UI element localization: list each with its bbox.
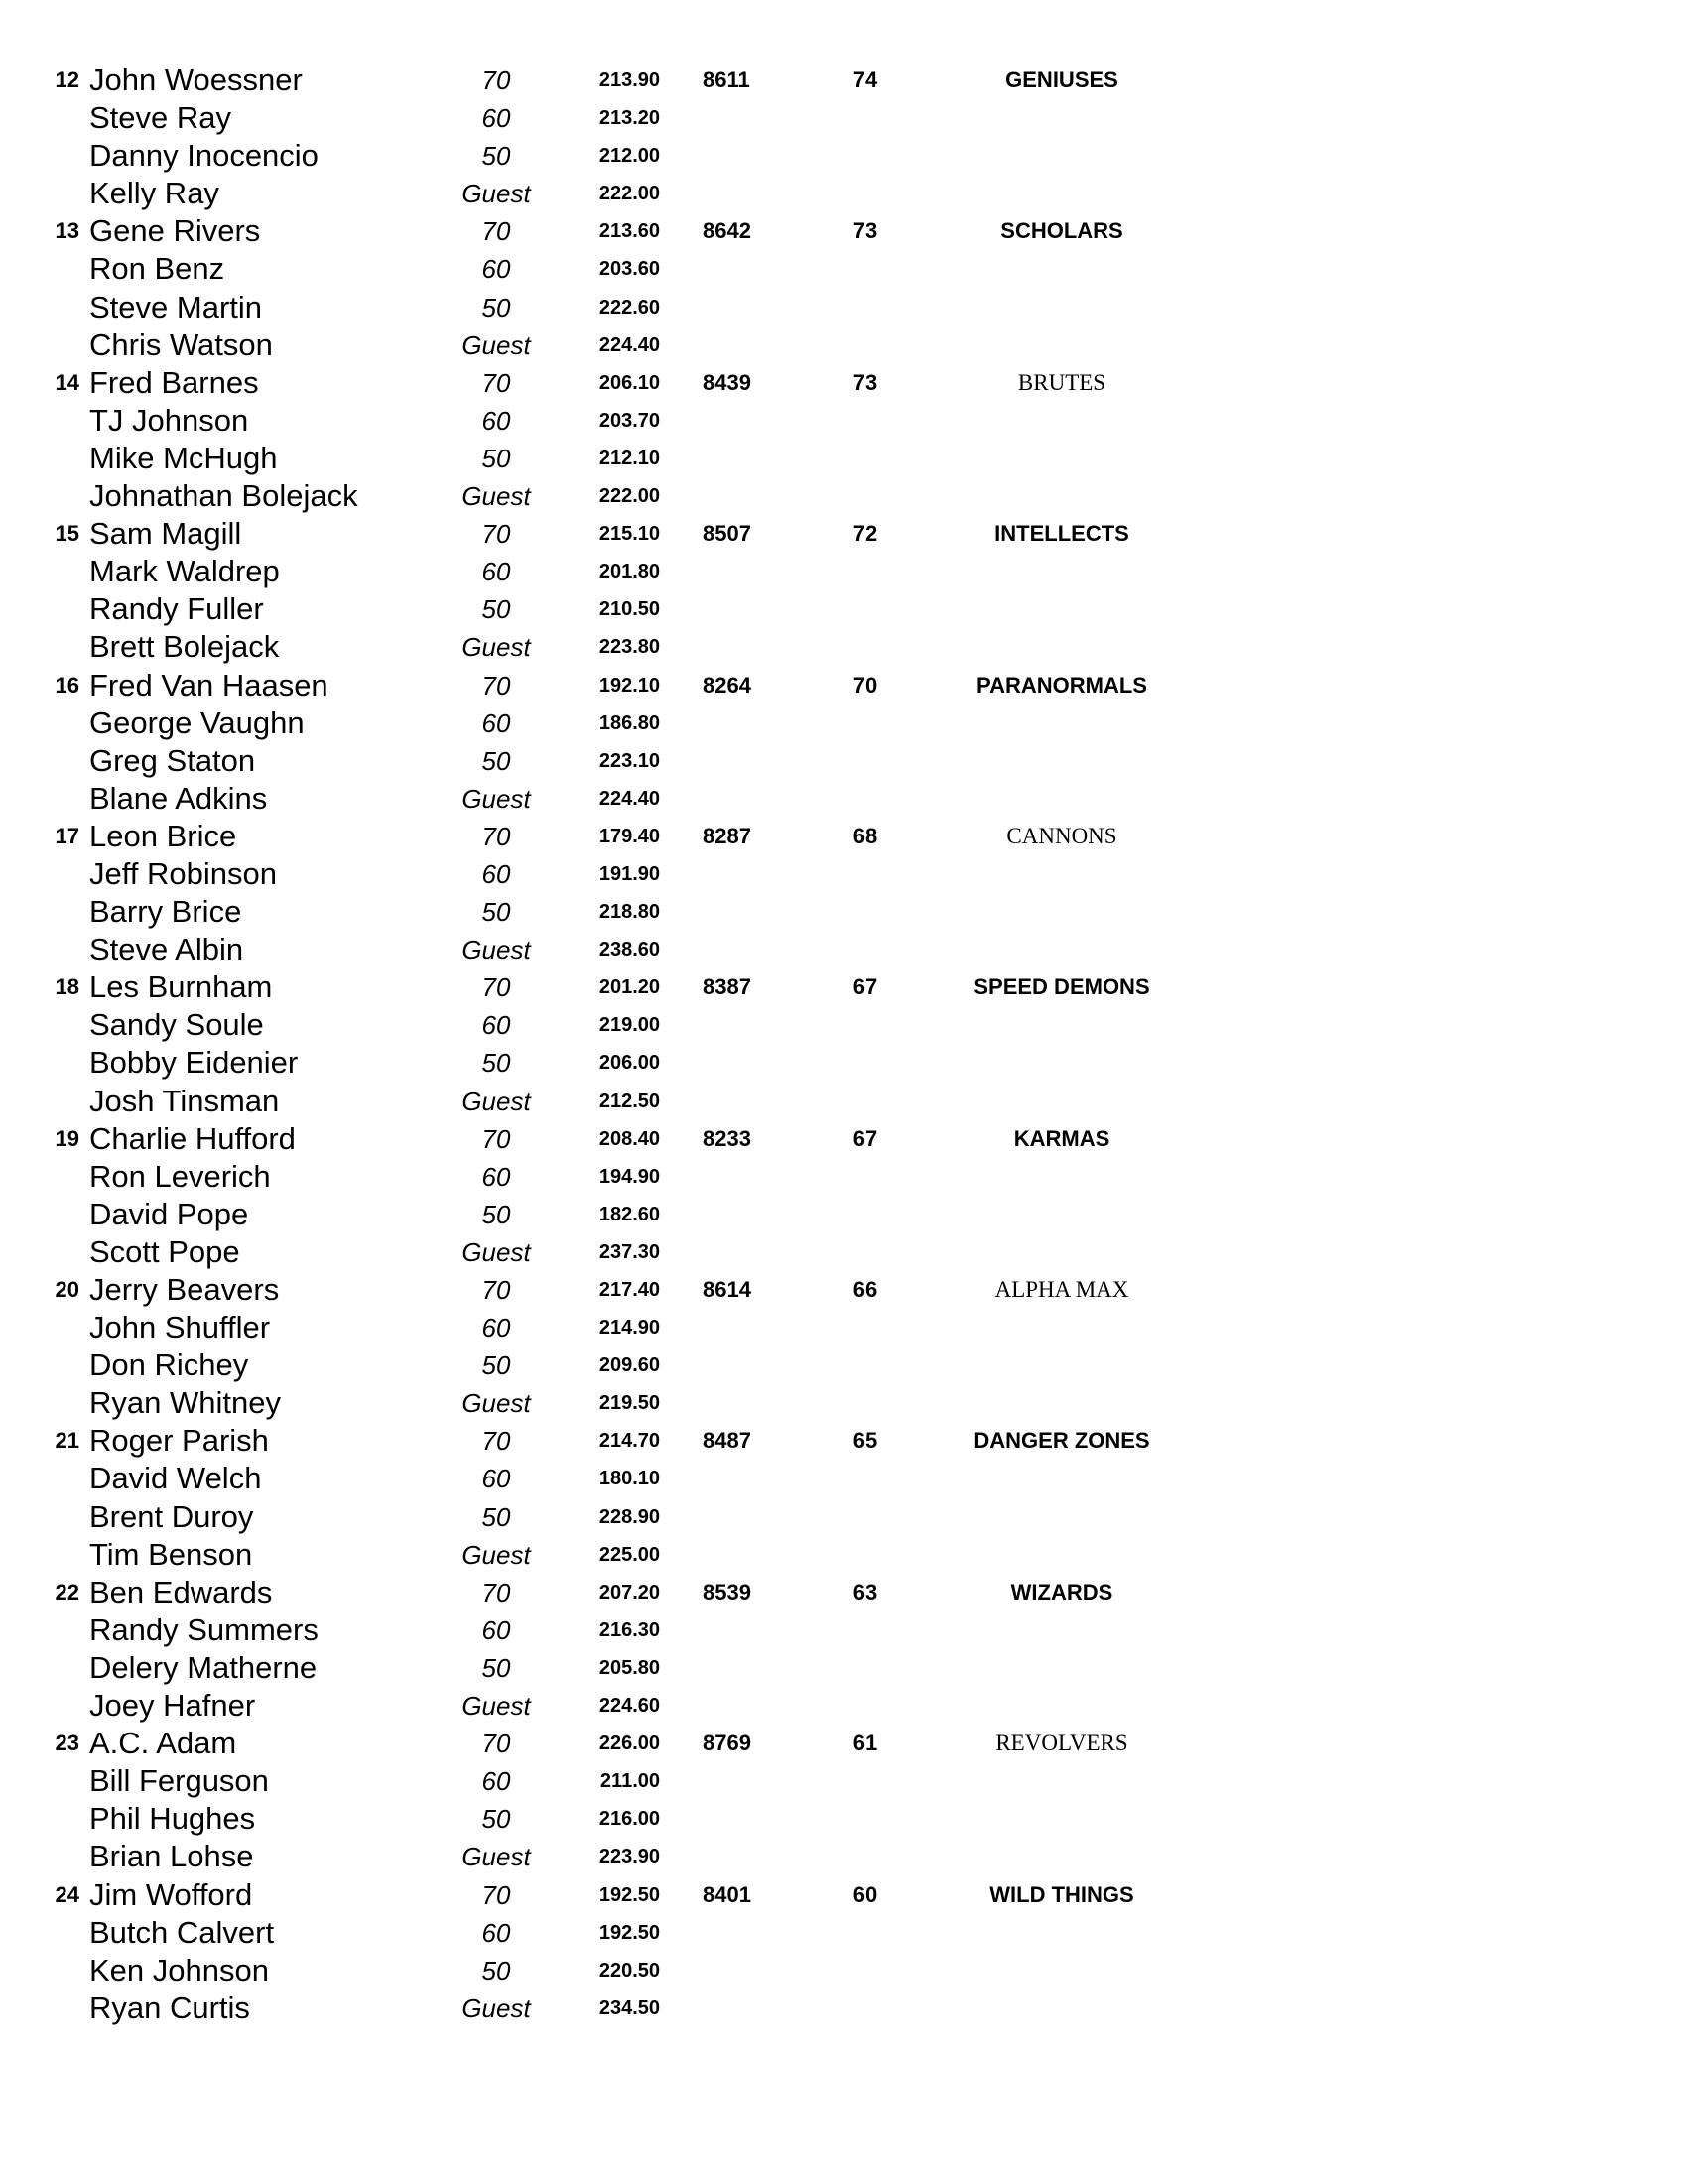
- bowler-row: [0, 62, 1688, 99]
- team-total: 8507: [703, 521, 751, 547]
- bowler-row: [0, 1158, 1688, 1196]
- bowler-score: 211.00: [599, 1770, 660, 1793]
- bowler-row: [0, 1384, 1688, 1422]
- bowler-score: 192.50: [598, 1883, 660, 1906]
- bowler-name: Don Richey: [89, 1348, 249, 1383]
- bowler-score: 203.70: [598, 409, 660, 432]
- bowler-name: Joey Hafner: [89, 1688, 256, 1724]
- team-rank: 21: [55, 1428, 79, 1454]
- age-division: Guest: [461, 1236, 531, 1267]
- bowler-score: 206.10: [598, 371, 660, 394]
- bowler-name: Steve Martin: [89, 289, 263, 324]
- bowler-row: [0, 250, 1688, 288]
- bowler-name: Gene Rivers: [89, 213, 261, 249]
- bowler-score: 226.00: [598, 1733, 660, 1755]
- bowler-score: 194.90: [598, 1165, 660, 1188]
- bowler-row: [0, 1233, 1688, 1271]
- team-total: 8769: [703, 1731, 751, 1756]
- bowler-name: Mark Waldrep: [89, 554, 280, 589]
- team-total: 8387: [703, 974, 751, 1000]
- team-total: 8233: [703, 1125, 751, 1151]
- standings-sheet: [0, 62, 1688, 2027]
- bowler-score: 213.20: [598, 107, 660, 130]
- bowler-score: 234.50: [598, 1996, 660, 2019]
- bowler-score: 219.00: [598, 1014, 660, 1037]
- age-division: 60: [481, 1464, 511, 1494]
- team-group: [0, 212, 1688, 363]
- bowler-row: [0, 553, 1688, 590]
- bowler-score: 228.90: [598, 1505, 660, 1528]
- team-points: 67: [852, 1125, 878, 1151]
- bowler-row: [0, 705, 1688, 742]
- bowler-name: Leon Brice: [89, 818, 237, 853]
- bowler-score: 216.30: [598, 1618, 660, 1641]
- team-points: 73: [852, 369, 878, 395]
- bowler-score: 182.60: [598, 1203, 660, 1225]
- team-name: BRUTES: [1017, 369, 1106, 395]
- bowler-score: 214.90: [598, 1317, 660, 1340]
- team-group: [0, 968, 1688, 1119]
- bowler-name: Brian Lohse: [89, 1839, 254, 1874]
- bowler-row: [0, 590, 1688, 628]
- team-group: [0, 1271, 1688, 1422]
- bowler-name: Johnathan Bolejack: [89, 478, 358, 514]
- bowler-score: 224.40: [598, 787, 660, 810]
- age-division: 50: [481, 443, 511, 473]
- team-points: 67: [852, 974, 878, 1000]
- team-rank: 24: [55, 1881, 79, 1907]
- age-division: Guest: [461, 1086, 531, 1116]
- team-name: CANNONS: [1006, 823, 1117, 848]
- bowler-score: 213.60: [598, 220, 660, 243]
- bowler-row: [0, 1838, 1688, 1875]
- team-group: [0, 364, 1688, 515]
- team-group: [0, 667, 1688, 818]
- team-name: REVOLVERS: [995, 1731, 1128, 1756]
- bowler-row: [0, 1687, 1688, 1725]
- team-points: 65: [852, 1428, 878, 1454]
- bowler-score: 201.80: [598, 561, 660, 583]
- bowler-name: Danny Inocencio: [89, 138, 319, 174]
- bowler-name: Scott Pope: [89, 1233, 240, 1269]
- team-name: GENIUSES: [1005, 67, 1118, 92]
- age-division: 60: [481, 1010, 511, 1041]
- bowler-score: 192.10: [598, 674, 660, 697]
- team-group: [0, 62, 1688, 212]
- age-division: 50: [481, 1955, 511, 1986]
- bowler-row: [0, 1611, 1688, 1649]
- bowler-name: Ryan Curtis: [89, 1990, 250, 2025]
- bowler-score: 222.00: [598, 183, 660, 205]
- team-rank: 19: [55, 1125, 79, 1151]
- bowler-score: 217.40: [598, 1279, 660, 1301]
- age-division: Guest: [461, 179, 531, 209]
- bowler-name: Greg Staton: [89, 742, 256, 778]
- bowler-score: 225.00: [598, 1543, 660, 1566]
- team-points: 70: [852, 672, 878, 698]
- team-total: 8642: [703, 218, 751, 244]
- age-division: Guest: [461, 1539, 531, 1570]
- bowler-score: 222.60: [598, 296, 660, 319]
- bowler-row: [0, 1498, 1688, 1536]
- bowler-score: 191.90: [598, 862, 660, 885]
- bowler-row: [0, 1120, 1688, 1158]
- bowler-name: Fred Barnes: [89, 364, 259, 400]
- team-total: 8614: [703, 1277, 751, 1302]
- team-name: PARANORMALS: [976, 672, 1147, 698]
- bowler-name: Mike McHugh: [89, 440, 278, 475]
- bowler-name: Charlie Hufford: [89, 1120, 296, 1156]
- age-division: 70: [481, 367, 511, 398]
- bowler-score: 215.10: [598, 523, 660, 546]
- age-division: Guest: [461, 1992, 531, 2023]
- bowler-score: 222.00: [598, 485, 660, 508]
- bowler-name: Steve Albin: [89, 932, 244, 967]
- bowler-name: Delery Matherne: [89, 1649, 318, 1685]
- bowler-name: George Vaughn: [89, 705, 305, 740]
- team-points: 68: [852, 823, 878, 848]
- bowler-name: Sam Magill: [89, 516, 242, 552]
- bowler-name: Bobby Eidenier: [89, 1045, 299, 1081]
- team-rank: 17: [55, 823, 79, 848]
- bowler-score: 237.30: [598, 1240, 660, 1263]
- bowler-row: [0, 1536, 1688, 1574]
- age-division: Guest: [461, 632, 531, 663]
- bowler-name: Ben Edwards: [89, 1574, 273, 1609]
- bowler-row: [0, 1083, 1688, 1120]
- team-total: 8287: [703, 823, 751, 848]
- age-division: 50: [481, 292, 511, 322]
- bowler-score: 192.50: [598, 1921, 660, 1944]
- bowler-row: [0, 855, 1688, 893]
- team-rank: 23: [55, 1731, 79, 1756]
- age-division: 50: [481, 1199, 511, 1229]
- team-group: [0, 515, 1688, 666]
- age-division: 50: [481, 594, 511, 625]
- bowler-score: 220.50: [598, 1959, 660, 1982]
- bowler-row: [0, 1422, 1688, 1460]
- bowler-row: [0, 1271, 1688, 1309]
- bowler-name: Ron Leverich: [89, 1158, 271, 1194]
- age-division: 60: [481, 1161, 511, 1192]
- bowler-row: [0, 1800, 1688, 1838]
- team-total: 8264: [703, 672, 751, 698]
- team-points: 66: [852, 1277, 878, 1302]
- bowler-score: 223.80: [598, 636, 660, 659]
- age-division: 70: [481, 1577, 511, 1607]
- team-group: [0, 1120, 1688, 1271]
- team-group: [0, 1574, 1688, 1725]
- bowler-score: 216.00: [598, 1808, 660, 1831]
- bowler-name: A.C. Adam: [89, 1726, 237, 1761]
- age-division: 60: [481, 1614, 511, 1645]
- bowler-score: 209.60: [598, 1354, 660, 1377]
- team-total: 8611: [703, 67, 750, 92]
- age-division: 70: [481, 1275, 511, 1305]
- bowler-row: [0, 1347, 1688, 1384]
- age-division: 50: [481, 141, 511, 172]
- bowler-name: Jerry Beavers: [89, 1272, 280, 1307]
- team-group: [0, 1725, 1688, 1875]
- bowler-name: Phil Hughes: [89, 1801, 256, 1837]
- bowler-name: Tim Benson: [89, 1536, 253, 1572]
- age-division: 70: [481, 519, 511, 550]
- bowler-row: [0, 667, 1688, 705]
- bowler-score: 214.70: [598, 1430, 660, 1453]
- bowler-name: Roger Parish: [89, 1423, 269, 1459]
- bowler-score: 218.80: [598, 901, 660, 924]
- bowler-row: [0, 515, 1688, 553]
- bowler-name: Jeff Robinson: [89, 855, 277, 891]
- bowler-row: [0, 968, 1688, 1006]
- team-points: 72: [852, 521, 878, 547]
- bowler-score: 224.40: [598, 333, 660, 356]
- team-rank: 13: [55, 218, 79, 244]
- bowler-row: [0, 137, 1688, 175]
- age-division: 60: [481, 858, 511, 889]
- bowler-name: Fred Van Haasen: [89, 667, 328, 703]
- bowler-name: David Pope: [89, 1196, 249, 1231]
- bowler-row: [0, 477, 1688, 515]
- team-name: WILD THINGS: [989, 1881, 1134, 1907]
- age-division: 60: [481, 405, 511, 436]
- bowler-score: 212.50: [598, 1090, 660, 1112]
- age-division: Guest: [461, 935, 531, 965]
- bowler-name: Bill Ferguson: [89, 1763, 269, 1799]
- bowler-score: 206.00: [598, 1052, 660, 1075]
- bowler-name: Blane Adkins: [89, 780, 268, 816]
- bowler-name: Butch Calvert: [89, 1914, 275, 1950]
- age-division: 70: [481, 972, 511, 1003]
- bowler-row: [0, 175, 1688, 212]
- team-points: 74: [852, 67, 878, 92]
- team-points: 61: [852, 1731, 878, 1756]
- age-division: 50: [481, 1652, 511, 1683]
- team-total: 8401: [703, 1881, 751, 1907]
- team-points: 60: [852, 1881, 878, 1907]
- bowler-name: Les Burnham: [89, 969, 273, 1005]
- bowler-score: 213.90: [598, 69, 660, 91]
- team-rank: 15: [55, 521, 79, 547]
- age-division: 50: [481, 1501, 511, 1532]
- bowler-row: [0, 1649, 1688, 1687]
- age-division: 70: [481, 1729, 511, 1759]
- team-rank: 14: [55, 369, 79, 395]
- bowler-row: [0, 1044, 1688, 1082]
- bowler-score: 180.10: [598, 1468, 660, 1490]
- bowler-name: Barry Brice: [89, 894, 242, 930]
- team-total: 8487: [703, 1428, 751, 1454]
- bowler-row: [0, 1762, 1688, 1800]
- age-division: Guest: [461, 1691, 531, 1722]
- age-division: 60: [481, 1766, 511, 1797]
- bowler-row: [0, 628, 1688, 666]
- bowler-row: [0, 931, 1688, 968]
- bowler-score: 238.60: [598, 939, 660, 962]
- bowler-row: [0, 99, 1688, 137]
- bowler-score: 212.10: [598, 447, 660, 469]
- age-division: 70: [481, 65, 511, 95]
- team-group: [0, 1876, 1688, 2027]
- bowler-row: [0, 1876, 1688, 1914]
- team-name: DANGER ZONES: [974, 1428, 1150, 1454]
- bowler-row: [0, 364, 1688, 402]
- team-total: 8539: [703, 1579, 751, 1605]
- bowler-score: 201.20: [598, 976, 660, 999]
- bowler-row: [0, 1196, 1688, 1233]
- age-division: Guest: [461, 481, 531, 512]
- bowler-name: Brent Duroy: [89, 1498, 254, 1534]
- bowler-name: Randy Fuller: [89, 591, 264, 627]
- bowler-row: [0, 212, 1688, 250]
- age-division: 60: [481, 557, 511, 587]
- bowler-score: 224.60: [598, 1695, 660, 1718]
- age-division: Guest: [461, 783, 531, 814]
- age-division: 70: [481, 821, 511, 851]
- team-rank: 16: [55, 672, 79, 698]
- age-division: 60: [481, 707, 511, 738]
- team-name: ALPHA MAX: [994, 1277, 1129, 1302]
- bowler-name: Chris Watson: [89, 326, 273, 362]
- age-division: 70: [481, 1123, 511, 1154]
- team-name: INTELLECTS: [994, 521, 1129, 547]
- age-division: 60: [481, 1917, 511, 1948]
- bowler-name: Ron Benz: [89, 251, 225, 287]
- team-group: [0, 818, 1688, 968]
- age-division: 50: [481, 1350, 511, 1381]
- bowler-row: [0, 1725, 1688, 1762]
- age-division: 50: [481, 897, 511, 928]
- bowler-score: 203.60: [598, 258, 660, 281]
- team-rank: 20: [55, 1277, 79, 1302]
- bowler-row: [0, 742, 1688, 780]
- bowler-row: [0, 780, 1688, 818]
- age-division: 50: [481, 745, 511, 776]
- bowler-score: 223.90: [598, 1846, 660, 1868]
- bowler-name: Brett Bolejack: [89, 629, 280, 665]
- bowler-score: 205.80: [598, 1656, 660, 1679]
- age-division: 60: [481, 254, 511, 285]
- age-division: 60: [481, 1313, 511, 1344]
- bowler-score: 179.40: [598, 825, 660, 847]
- bowler-name: Ryan Whitney: [89, 1385, 281, 1421]
- bowler-row: [0, 402, 1688, 440]
- age-division: 70: [481, 670, 511, 701]
- age-division: 70: [481, 1879, 511, 1910]
- bowler-row: [0, 326, 1688, 364]
- age-division: 70: [481, 1426, 511, 1457]
- age-division: 60: [481, 103, 511, 134]
- bowler-row: [0, 1309, 1688, 1347]
- team-name: KARMAS: [1013, 1125, 1110, 1151]
- age-division: Guest: [461, 329, 531, 360]
- team-points: 63: [852, 1579, 878, 1605]
- bowler-name: Sandy Soule: [89, 1007, 264, 1043]
- bowler-row: [0, 818, 1688, 855]
- bowler-score: 212.00: [598, 145, 660, 168]
- team-group: [0, 1422, 1688, 1573]
- age-division: 50: [481, 1048, 511, 1079]
- bowler-score: 219.50: [598, 1392, 660, 1415]
- bowler-row: [0, 289, 1688, 326]
- bowler-score: 208.40: [598, 1127, 660, 1150]
- team-rank: 18: [55, 974, 79, 1000]
- bowler-row: [0, 1460, 1688, 1497]
- bowler-name: John Woessner: [89, 63, 303, 97]
- age-division: 50: [481, 1804, 511, 1835]
- bowler-row: [0, 1990, 1688, 2027]
- bowler-name: Josh Tinsman: [89, 1083, 280, 1118]
- bowler-score: 223.10: [598, 749, 660, 772]
- bowler-name: Ken Johnson: [89, 1952, 269, 1988]
- bowler-row: [0, 1914, 1688, 1952]
- bowler-row: [0, 440, 1688, 477]
- bowler-score: 210.50: [598, 598, 660, 621]
- bowler-name: Randy Summers: [89, 1611, 319, 1647]
- team-name: SCHOLARS: [1000, 218, 1123, 244]
- team-rank: 12: [55, 67, 79, 92]
- bowler-name: Steve Ray: [89, 100, 232, 136]
- age-division: 70: [481, 216, 511, 247]
- age-division: Guest: [461, 1388, 531, 1419]
- bowler-row: [0, 1574, 1688, 1611]
- bowler-row: [0, 1006, 1688, 1044]
- team-name: SPEED DEMONS: [974, 974, 1150, 1000]
- bowler-name: TJ Johnson: [89, 402, 249, 438]
- team-name: WIZARDS: [1010, 1579, 1113, 1605]
- team-rank: 22: [55, 1579, 79, 1605]
- age-division: Guest: [461, 1842, 531, 1872]
- bowler-name: John Shuffler: [89, 1310, 271, 1346]
- bowler-row: [0, 893, 1688, 931]
- bowler-name: Kelly Ray: [89, 176, 219, 211]
- bowler-score: 207.20: [598, 1581, 660, 1604]
- bowler-name: David Welch: [89, 1461, 262, 1496]
- bowler-name: Jim Wofford: [89, 1876, 253, 1912]
- bowler-row: [0, 1952, 1688, 1990]
- bowler-score: 186.80: [598, 711, 660, 734]
- team-total: 8439: [703, 369, 751, 395]
- team-points: 73: [852, 218, 878, 244]
